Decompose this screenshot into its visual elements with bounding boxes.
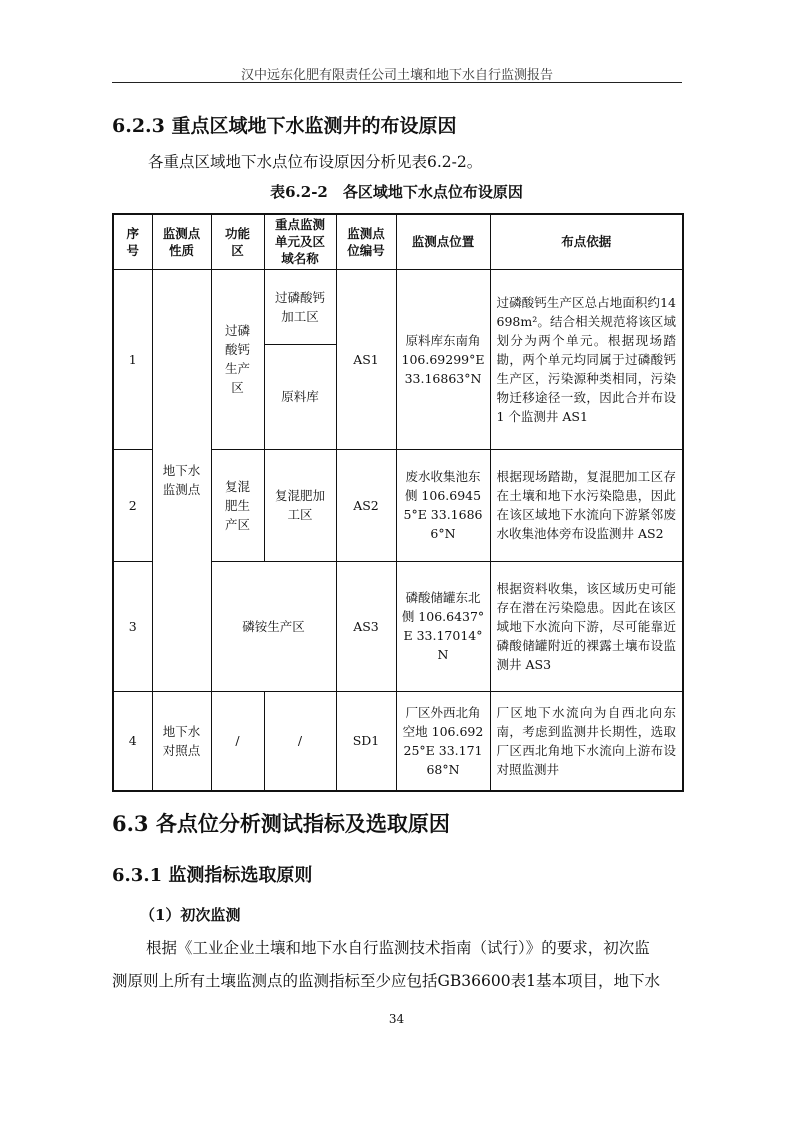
table-row — [113, 269, 683, 344]
cell-unit: 过磷酸钙加工区 — [264, 269, 336, 344]
col-header-nature: 监测点性质 — [152, 214, 211, 269]
cell-nature: 地下水对照点 — [152, 691, 211, 791]
subheading-initial-monitoring: （1）初次监测 — [140, 906, 241, 924]
section-heading-6-3: 6.3 各点位分析测试指标及选取原因 — [112, 811, 450, 836]
cell-location: 厂区外西北角空地 106.69225°E 33.17168°N — [396, 691, 490, 791]
col-header-unit: 重点监测单元及区域名称 — [264, 214, 336, 269]
col-header-zone: 功能区 — [211, 214, 264, 269]
paragraph-line: 根据《工业企业土壤和地下水自行监测技术指南（试行）》的要求，初次监 — [146, 939, 650, 957]
cell-basis: 根据现场踏勘，复混肥加工区存在土壤和地下水污染隐患，因此在该区域地下水流向下游紧邻废水收集池体旁布设监测井 AS2 — [490, 449, 683, 561]
cell-unit: / — [264, 691, 336, 791]
cell-basis: 厂区地下水流向为自西北向东南，考虑到监测井长期性，选取厂区西北角地下水流向上游布设对照监测井 — [490, 691, 683, 791]
col-header-basis: 布点依据 — [490, 214, 683, 269]
cell-unit: 复混肥加工区 — [264, 449, 336, 561]
cell-nature: 地下水监测点 — [152, 269, 211, 691]
cell-zone: 磷铵生产区 — [211, 561, 336, 691]
cell-zone: / — [211, 691, 264, 791]
monitoring-well-table — [112, 213, 684, 792]
cell-no: 1 — [113, 269, 152, 449]
col-header-code: 监测点位编号 — [336, 214, 396, 269]
cell-location: 原料库东南角 106.69299°E 33.16863°N — [396, 269, 490, 449]
cell-code: AS2 — [336, 449, 396, 561]
cell-no: 2 — [113, 449, 152, 561]
paragraph-line: 测原则上所有土壤监测点的监测指标至少应包括GB36600表1基本项目，地下水 — [112, 972, 660, 990]
cell-basis: 过磷酸钙生产区总占地面积约14698m²。结合相关规范将该区域划分为两个单元。根据现场踏勘，两个单元均同属于过磷酸钙生产区，污染源种类相同，污染物迁移途径一致，因此合并布设 1 个监测井 AS1 — [490, 269, 683, 449]
cell-location: 废水收集池东侧 106.69455°E 33.16866°N — [396, 449, 490, 561]
table-header-row — [113, 214, 683, 269]
table-caption: 表6.2-2 各区域地下水点位布设原因 — [270, 183, 523, 201]
cell-zone: 过磷酸钙生产区 — [211, 269, 264, 449]
cell-code: SD1 — [336, 691, 396, 791]
section-heading-6-2-3: 6.2.3 重点区域地下水监测井的布设原因 — [112, 115, 457, 137]
intro-paragraph: 各重点区域地下水点位布设原因分析见表6.2-2。 — [148, 153, 483, 171]
cell-unit: 原料库 — [264, 344, 336, 449]
running-header: 汉中远东化肥有限责任公司土壤和地下水自行监测报告 — [240, 68, 553, 83]
col-header-location: 监测点位置 — [396, 214, 490, 269]
cell-no: 4 — [113, 691, 152, 791]
header-rule — [112, 82, 682, 83]
cell-code: AS1 — [336, 269, 396, 449]
cell-no: 3 — [113, 561, 152, 691]
section-heading-6-3-1: 6.3.1 监测指标选取原则 — [112, 865, 313, 886]
page-number: 34 — [388, 1012, 405, 1026]
col-header-no: 序号 — [113, 214, 152, 269]
cell-basis: 根据资料收集，该区域历史可能存在潜在污染隐患。因此在该区域地下水流向下游，尽可能靠近磷酸储罐附近的裸露土壤布设监测井 AS3 — [490, 561, 683, 691]
table-row — [113, 691, 683, 791]
cell-zone: 复混肥生产区 — [211, 449, 264, 561]
cell-code: AS3 — [336, 561, 396, 691]
cell-location: 磷酸储罐东北侧 106.6437°E 33.17014°N — [396, 561, 490, 691]
